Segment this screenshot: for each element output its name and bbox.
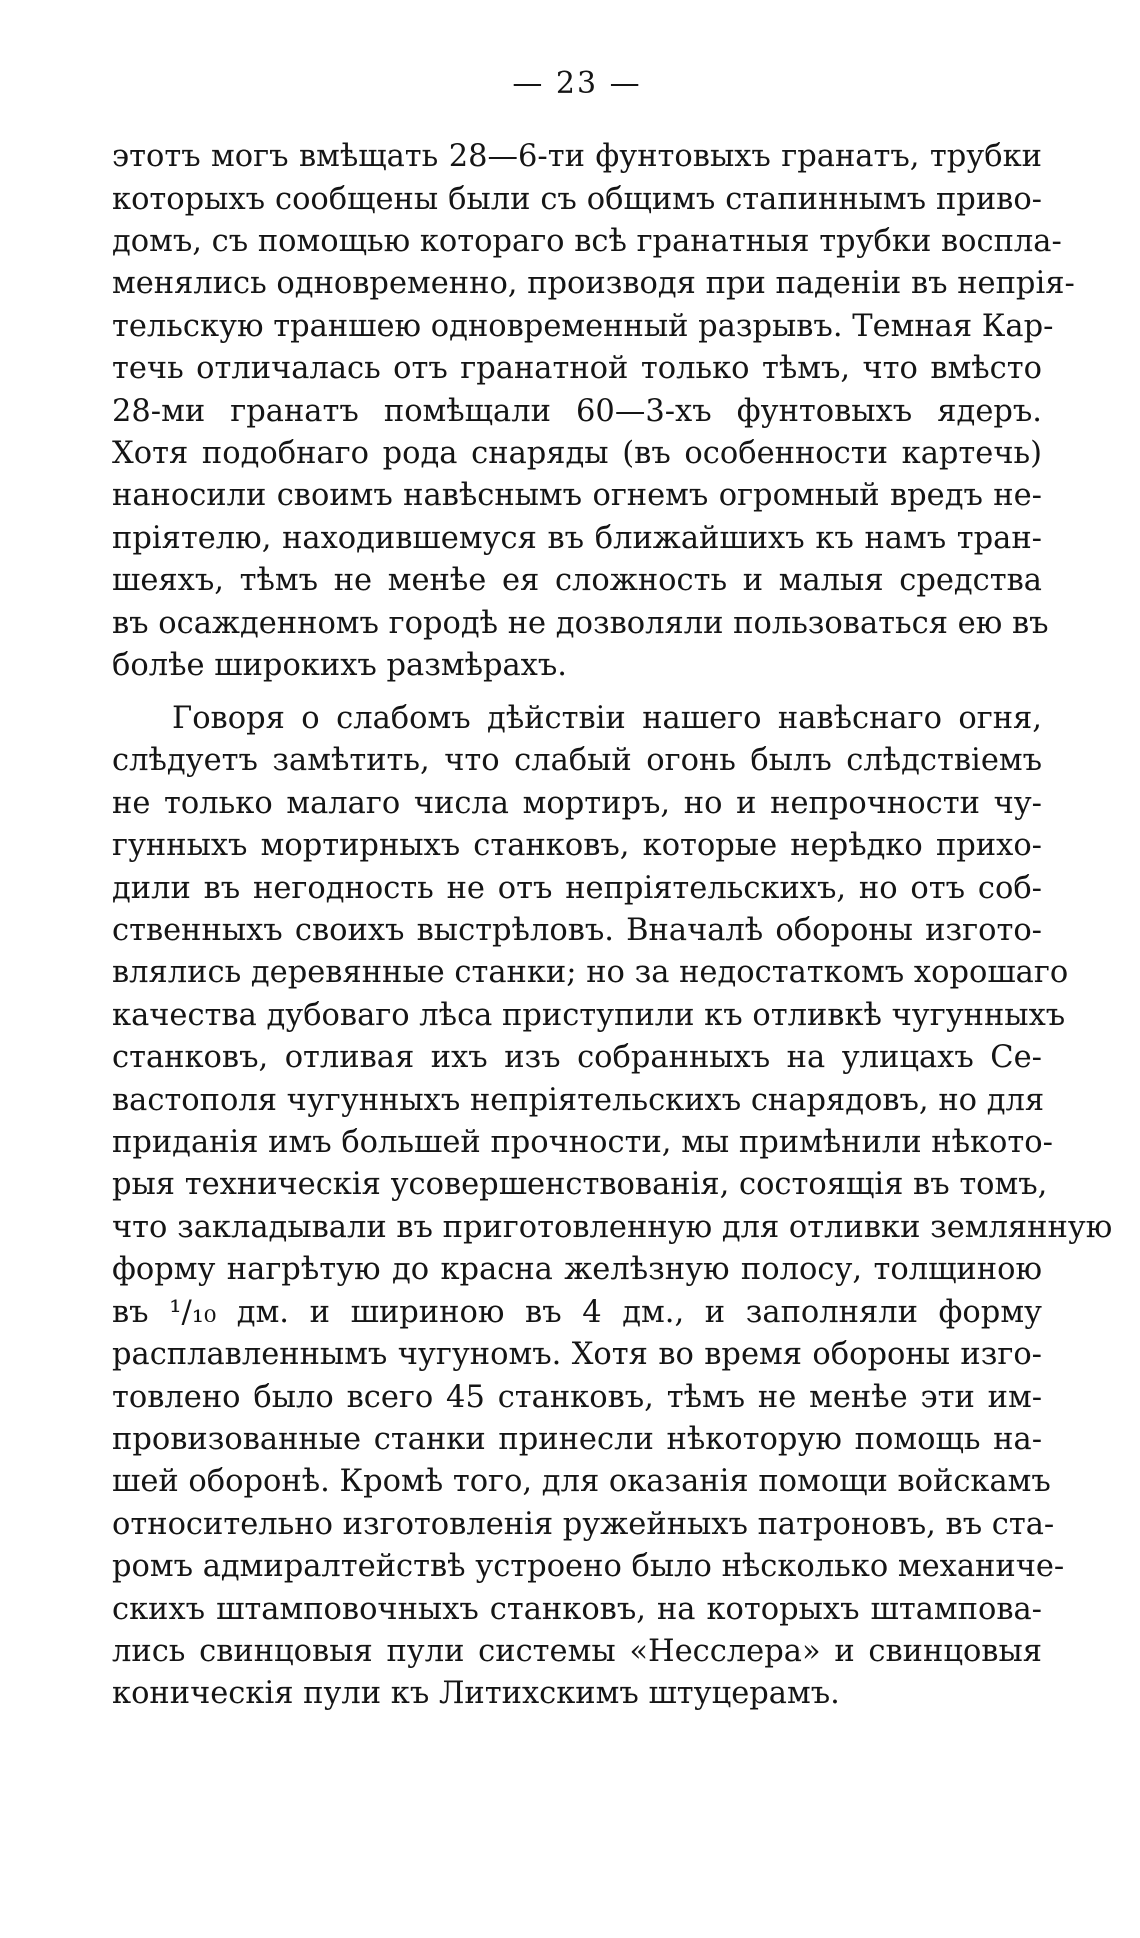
text-line: расплавленнымъ чугуномъ. Хотя во время обороны изго- xyxy=(112,1337,1042,1372)
text-line: менялись одновременно, производя при паденіи въ непрія- xyxy=(112,266,1075,301)
text-line: относительно изготовленія ружейныхъ патроновъ, въ ста- xyxy=(112,1507,1055,1542)
text-line: ромъ адмиралтействѣ устроено было нѣсколько механиче- xyxy=(112,1549,1065,1584)
text-line: шей оборонѣ. Кромѣ того, для оказанія помощи войскамъ xyxy=(112,1464,1051,1499)
text-line: провизованные станки принесли нѣкоторую помощь на- xyxy=(112,1422,1042,1457)
text-line: въ осажденномъ городѣ не дозволяли пользоваться ею въ xyxy=(112,606,1049,641)
text-line: товлено было всего 45 станковъ, тѣмъ не менѣе эти им- xyxy=(112,1380,1042,1415)
book-page xyxy=(112,0,1113,1938)
text-line: что закладывали въ приготовленную для отливки землянную xyxy=(112,1210,1113,1245)
text-line: коническія пули къ Литихскимъ штуцерамъ. xyxy=(112,1676,840,1711)
text-line: станковъ, отливая ихъ изъ собранныхъ на улицахъ Се- xyxy=(112,1040,1042,1075)
text-line: не только малаго числа мортиръ, но и непрочности чу- xyxy=(112,786,1042,821)
text-line: 28-ми гранатъ помѣщали 60—3-хъ фунтовыхъ ядеръ. xyxy=(112,394,1042,429)
text-line: качества дубоваго лѣса приступили къ отливкѣ чугунныхъ xyxy=(112,998,1066,1033)
text-line: рыя техническія усовершенствованія, состоящія въ томъ, xyxy=(112,1167,1048,1202)
text-line: болѣе широкихъ размѣрахъ. xyxy=(112,648,567,683)
text-line: слѣдуетъ замѣтить, что слабый огонь былъ слѣдствіемъ xyxy=(112,743,1042,778)
text-line: дили въ негодность не отъ непріятельскихъ, но отъ соб- xyxy=(112,871,1042,906)
text-line: течь отличалась отъ гранатной только тѣмъ, что вмѣсто xyxy=(112,351,1042,386)
text-line: Хотя подобнаго рода снаряды (въ особенности картечь) xyxy=(112,436,1042,471)
text-line: тельскую траншею одновременный разрывъ. Темная Кар- xyxy=(112,309,1054,344)
text-line: приданія имъ большей прочности, мы примѣнили нѣкото- xyxy=(112,1125,1053,1160)
text-line: форму нагрѣтую до красна желѣзную полосу, толщиною xyxy=(112,1252,1042,1287)
text-line: наносили своимъ навѣснымъ огнемъ огромный вредъ не- xyxy=(112,478,1042,513)
text-line: пріятелю, находившемуся въ ближайшихъ къ намъ тран- xyxy=(112,521,1042,556)
text-line: влялись деревянные станки; но за недостаткомъ хорошаго xyxy=(112,955,1069,990)
text-line: вастополя чугунныхъ непріятельскихъ снарядовъ, но для xyxy=(112,1083,1045,1118)
text-line: гунныхъ мортирныхъ станковъ, которые нерѣдко прихо- xyxy=(112,828,1042,863)
text-line: скихъ штамповочныхъ станковъ, на которыхъ штампова- xyxy=(112,1592,1042,1627)
page-number: — 23 — xyxy=(512,66,642,101)
paragraph-first-line: Говоря о слабомъ дѣйствіи нашего навѣснаго огня, xyxy=(172,701,1042,736)
text-line: которыхъ сообщены были съ общимъ стапиннымъ приво- xyxy=(112,182,1042,217)
text-line: лись свинцовыя пули системы «Несслера» и свинцовыя xyxy=(112,1634,1042,1669)
text-line: этотъ могъ вмѣщать 28—6-ти фунтовыхъ гранатъ, трубки xyxy=(112,139,1042,174)
text-line: домъ, съ помощью котораго всѣ гранатныя трубки воспла- xyxy=(112,224,1062,259)
text-line: шеяхъ, тѣмъ не менѣе ея сложность и малыя средства xyxy=(112,563,1042,598)
text-line: въ ¹/₁₀ дм. и шириною въ 4 дм., и заполняли форму xyxy=(112,1295,1042,1330)
text-line: ственныхъ своихъ выстрѣловъ. Вначалѣ обороны изгото- xyxy=(112,913,1042,948)
